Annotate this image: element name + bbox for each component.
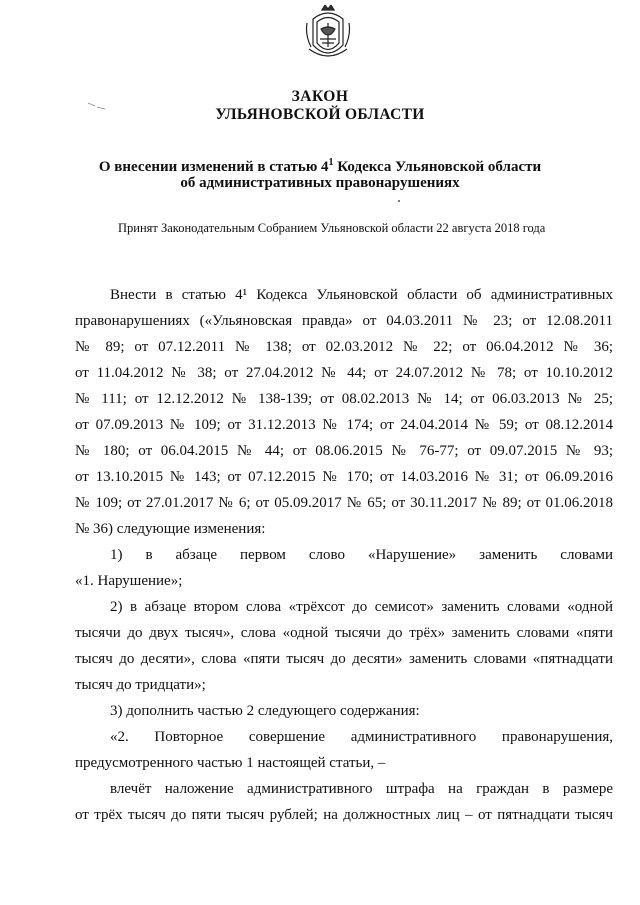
body-line: № 111; от 12.12.2012 № 138-139; от 08.02.2013 № 14; от 06.03.2013 № 25; xyxy=(75,391,613,407)
law-region-title: УЛЬЯНОВСКОЙ ОБЛАСТИ xyxy=(215,106,425,123)
body-line: тысячи до двух тысяч», слова «одной тысячи до трёх» заменить словами «пяти xyxy=(75,625,613,641)
body-line: № 89; от 07.12.2011 № 138; от 02.03.2012 № 22; от 06.04.2012 № 36; xyxy=(75,339,613,355)
coat-of-arms-emblem xyxy=(305,5,351,63)
body-line: № 36) следующие изменения: xyxy=(75,521,266,537)
body-line: «2. Повторное совершение административного правонарушения, xyxy=(110,729,613,745)
body-line: № 180; от 06.04.2015 № 44; от 08.06.2015 № 76-77; от 09.07.2015 № 93; xyxy=(75,443,613,459)
body-line: предусмотренного частью 1 настоящей статьи, – xyxy=(75,755,386,771)
body-line: от 11.04.2012 № 38; от 27.04.2012 № 44; от 24.07.2012 № 78; от 10.10.2012 xyxy=(75,365,613,381)
body-line: тысяч до тридцати»; xyxy=(75,677,206,693)
body-line: от 13.10.2015 № 143; от 07.12.2015 № 170; от 14.03.2016 № 31; от 06.09.2016 xyxy=(75,469,613,485)
body-line: 3) дополнить частью 2 следующего содержания: xyxy=(110,703,420,719)
adoption-note: Принят Законодательным Собранием Ульяновской области 22 августа 2018 года xyxy=(118,221,546,235)
body-line: от 07.09.2013 № 109; от 31.12.2013 № 174; от 24.04.2014 № 59; от 08.12.2014 xyxy=(75,417,613,433)
law-subject-line-1: О внесении изменений в статью $4^1$ Кодекса Ульяновской области xyxy=(98,157,542,175)
body-line: 2) в абзаце втором слова «трёхсот до семисот» заменить словами «одной xyxy=(110,599,613,615)
body-line: 1) в абзаце первом слово «Нарушение» заменить словами xyxy=(110,547,613,563)
body-line: тысяч до десяти», слова «пяти тысяч до десяти» заменить словами «пятнадцати xyxy=(75,651,613,667)
body-line: «1. Нарушение»; xyxy=(75,573,183,589)
scan-dot xyxy=(398,200,400,202)
body-line: влечёт наложение административного штрафа на граждан в размере xyxy=(110,781,613,797)
body-line: от трёх тысяч до пяти тысяч рублей; на должностных лиц – от пятнадцати тысяч xyxy=(75,807,613,823)
law-title: ЗАКОН xyxy=(291,88,349,105)
body-line: Внести в статью 4¹ Кодекса Ульяновской области об административных xyxy=(110,287,613,303)
body-line: правонарушениях («Ульяновская правда» от 04.03.2011 № 23; от 12.08.2011 xyxy=(75,313,613,329)
law-subject-line-2: об административных правонарушениях xyxy=(180,175,460,191)
body-line: № 109; от 27.01.2017 № 6; от 05.09.2017 № 65; от 30.11.2017 № 89; от 01.06.2018 xyxy=(75,495,613,511)
